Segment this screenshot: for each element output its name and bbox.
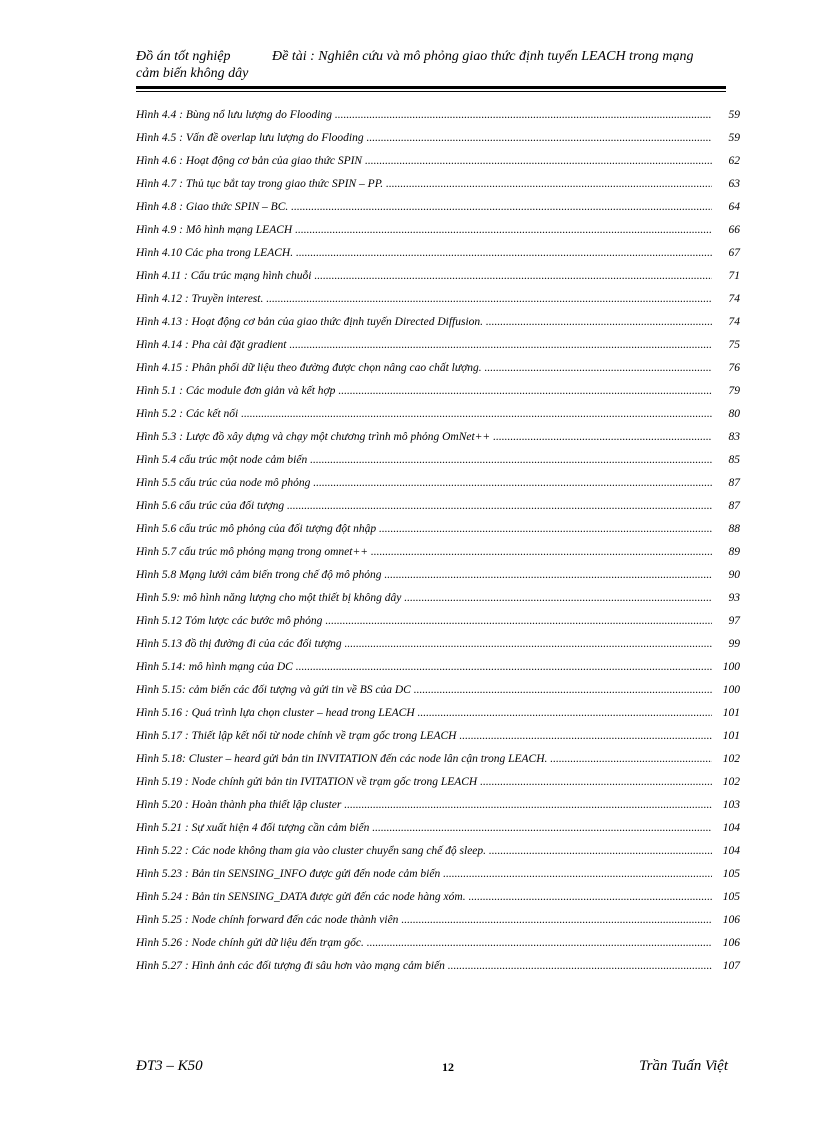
toc-entry[interactable] [136, 453, 740, 476]
toc-entry[interactable] [136, 108, 740, 131]
toc-entry[interactable] [136, 821, 740, 844]
toc-entry[interactable] [136, 591, 740, 614]
footer-class-code: ĐT3 – K50 [136, 1058, 203, 1074]
toc-entry-page: 80 [728, 408, 740, 420]
toc-entry-label: Hình 4.13 : Hoạt động cơ bản của giao thức định tuyến Directed Diffusion. ..... [136, 315, 712, 330]
toc-entry-page: 62 [728, 155, 740, 167]
toc-entry[interactable] [136, 131, 740, 154]
toc-entry[interactable] [136, 430, 740, 453]
toc-entry[interactable] [136, 568, 740, 591]
toc-entry[interactable] [136, 177, 740, 200]
toc-entry-label: Hình 5.6 cấu trúc của đối tượng ..... [136, 499, 712, 514]
toc-entry[interactable] [136, 384, 740, 407]
toc-entry-page: 97 [728, 615, 740, 627]
toc-entry[interactable] [136, 798, 740, 821]
toc-entry-page: 106 [722, 914, 740, 926]
header-title: Đề tài : Nghiên cứu và mô phỏng giao thức định tuyến LEACH trong mạng [272, 49, 694, 64]
toc-entry-label: Hình 5.8 Mạng lưới cảm biến trong chế độ mô phỏng ..... [136, 568, 712, 583]
toc-entry-page: 74 [728, 316, 740, 328]
toc-entry-label: Hình 5.14: mô hình mạng của DC ..... [136, 660, 712, 675]
toc-entry[interactable] [136, 269, 740, 292]
toc-entry-page: 100 [722, 661, 740, 673]
toc-entry-page: 64 [728, 201, 740, 213]
toc-entry[interactable] [136, 706, 740, 729]
toc-entry-page: 87 [728, 477, 740, 489]
page-number: 12 [442, 1060, 454, 1074]
toc-entry-label: Hình 5.24 : Bản tin SENSING_DATA được gửi đến các node hàng xóm. ..... [136, 890, 712, 905]
toc-entry-label: Hình 5.4 cấu trúc một node cảm biến ..... [136, 453, 712, 468]
toc-entry-page: 102 [722, 753, 740, 765]
toc-entry-page: 100 [722, 684, 740, 696]
toc-entry[interactable] [136, 683, 740, 706]
toc-entry[interactable] [136, 292, 740, 315]
toc-entry-label: Hình 4.4 : Bùng nổ lưu lượng do Flooding ..... [136, 108, 712, 123]
toc-entry-page: 90 [728, 569, 740, 581]
footer-author: Trần Tuấn Việt [639, 1058, 728, 1074]
toc-entry-page: 66 [728, 224, 740, 236]
toc-entry-page: 89 [728, 546, 740, 558]
toc-entry[interactable] [136, 959, 740, 982]
toc-entry-label: Hình 4.8 : Giao thức SPIN – BC. ..... [136, 200, 712, 215]
toc-entry-label: Hình 4.10 Các pha trong LEACH. ..... [136, 246, 712, 261]
toc-entry[interactable] [136, 752, 740, 775]
toc-entry-label: Hình 4.7 : Thủ tục bắt tay trong giao thức SPIN – PP. ..... [136, 177, 712, 192]
toc-entry-page: 104 [722, 822, 740, 834]
toc-entry-page: 59 [728, 132, 740, 144]
toc-entry[interactable] [136, 223, 740, 246]
toc-entry[interactable] [136, 637, 740, 660]
toc-entry-page: 75 [728, 339, 740, 351]
toc-entry-label: Hình 5.23 : Bản tin SENSING_INFO được gửi đến node cảm biến ..... [136, 867, 712, 882]
toc-entry[interactable] [136, 499, 740, 522]
toc-entry[interactable] [136, 660, 740, 683]
toc-entry[interactable] [136, 200, 740, 223]
toc-entry-label: Hình 5.21 : Sự xuất hiện 4 đối tượng cần cảm biến ..... [136, 821, 712, 836]
toc-entry[interactable] [136, 476, 740, 499]
toc-entry-label: Hình 4.15 : Phân phối dữ liệu theo đường được chọn nâng cao chất lượng. ..... [136, 361, 712, 376]
toc-entry-page: 93 [728, 592, 740, 604]
header-rule-thin [136, 91, 726, 92]
toc-entry-page: 79 [728, 385, 740, 397]
toc-entry-page: 105 [722, 891, 740, 903]
toc-entry-label: Hình 5.20 : Hoàn thành pha thiết lập cluster ..... [136, 798, 712, 813]
toc-entry-page: 88 [728, 523, 740, 535]
toc-entry-page: 71 [728, 270, 740, 282]
toc-entry[interactable] [136, 246, 740, 269]
toc-entry[interactable] [136, 913, 740, 936]
toc-entry-page: 59 [728, 109, 740, 121]
toc-entry[interactable] [136, 867, 740, 890]
toc-entry[interactable] [136, 361, 740, 384]
toc-entry-page: 99 [728, 638, 740, 650]
toc-entry-page: 101 [722, 730, 740, 742]
toc-entry[interactable] [136, 407, 740, 430]
toc-entry-page: 87 [728, 500, 740, 512]
toc-entry-label: Hình 5.19 : Node chính gửi bản tin IVITATION về trạm gốc trong LEACH ..... [136, 775, 712, 790]
toc-entry-page: 101 [722, 707, 740, 719]
figure-list [136, 108, 740, 982]
toc-entry-label: Hình 5.9: mô hình năng lượng cho một thiết bị không dây ..... [136, 591, 712, 606]
header-rule-thick [136, 86, 726, 89]
toc-entry-label: Hình 4.5 : Vấn đề overlap lưu lượng do Flooding ..... [136, 131, 712, 146]
toc-entry[interactable] [136, 522, 740, 545]
toc-entry[interactable] [136, 729, 740, 752]
toc-entry-label: Hình 5.13 đồ thị đường đi của các đối tượng ..... [136, 637, 712, 652]
toc-entry-label: Hình 5.6 cấu trúc mô phỏng của đối tượng đột nhập ..... [136, 522, 712, 537]
toc-entry[interactable] [136, 890, 740, 913]
toc-entry-label: Hình 5.2 : Các kết nối ..... [136, 407, 712, 422]
toc-entry[interactable] [136, 338, 740, 361]
toc-entry[interactable] [136, 545, 740, 568]
header-left [136, 48, 266, 81]
toc-entry-label: Hình 4.9 : Mô hình mạng LEACH ..... [136, 223, 712, 238]
toc-entry-label: Hình 5.16 : Quá trình lựa chọn cluster – head trong LEACH ..... [136, 706, 712, 721]
toc-entry[interactable] [136, 614, 740, 637]
toc-entry-label: Hình 5.5 cấu trúc của node mô phỏng ..... [136, 476, 712, 491]
toc-entry-page: 74 [728, 293, 740, 305]
toc-entry-label: Hình 5.17 : Thiết lập kết nối từ node chính về trạm gốc trong LEACH ..... [136, 729, 712, 744]
toc-entry-label: Hình 5.27 : Hình ảnh các đối tượng đi sâu hơn vào mạng cảm biến ..... [136, 959, 712, 974]
toc-entry-label: Hình 4.14 : Pha cài đặt gradient ..... [136, 338, 712, 353]
toc-entry-page: 85 [728, 454, 740, 466]
toc-entry-label: Hình 5.26 : Node chính gửi dữ liệu đến trạm gốc. ..... [136, 936, 712, 951]
toc-entry-label: Hình 4.12 : Truyền interest. ..... [136, 292, 712, 307]
toc-entry-page: 76 [728, 362, 740, 374]
toc-entry-label: Hình 5.3 : Lược đồ xây dựng và chạy một chương trình mô phỏng OmNet++ ..... [136, 430, 712, 445]
toc-entry-page: 106 [722, 937, 740, 949]
toc-entry-label: Hình 5.12 Tóm lược các bước mô phỏng ..... [136, 614, 712, 629]
toc-entry-page: 83 [728, 431, 740, 443]
header-thesis-label: Đồ án tốt nghiệp [136, 49, 231, 64]
toc-entry[interactable] [136, 844, 740, 867]
toc-entry-label: Hình 5.18: Cluster – heard gửi bản tin INVITATION đến các node lân cận trong LEACH. ..... [136, 752, 712, 767]
toc-entry[interactable] [136, 775, 740, 798]
header-title-continuation: cảm biến không dây [136, 66, 249, 81]
toc-entry-page: 63 [728, 178, 740, 190]
toc-entry-label: Hình 5.7 cấu trúc mô phỏng mạng trong omnet++ ..... [136, 545, 712, 560]
toc-entry[interactable] [136, 315, 740, 338]
toc-entry-label: Hình 4.11 : Cấu trúc mạng hình chuỗi ..... [136, 269, 712, 284]
toc-entry-page: 105 [722, 868, 740, 880]
toc-entry[interactable] [136, 936, 740, 959]
toc-entry-page: 103 [722, 799, 740, 811]
toc-entry-label: Hình 5.25 : Node chính forward đến các node thành viên ..... [136, 913, 712, 928]
toc-entry-page: 67 [728, 247, 740, 259]
toc-entry[interactable] [136, 154, 740, 177]
toc-entry-page: 102 [722, 776, 740, 788]
toc-entry-label: Hình 4.6 : Hoạt động cơ bản của giao thức SPIN ..... [136, 154, 712, 169]
toc-entry-label: Hình 5.1 : Các module đơn giản và kết hợp ..... [136, 384, 712, 399]
toc-entry-page: 104 [722, 845, 740, 857]
toc-entry-label: Hình 5.22 : Các node không tham gia vào cluster chuyển sang chế độ sleep. ..... [136, 844, 712, 859]
toc-entry-label: Hình 5.15: cảm biến các đối tượng và gửi tin về BS của DC ..... [136, 683, 712, 698]
toc-entry-page: 107 [722, 960, 740, 972]
